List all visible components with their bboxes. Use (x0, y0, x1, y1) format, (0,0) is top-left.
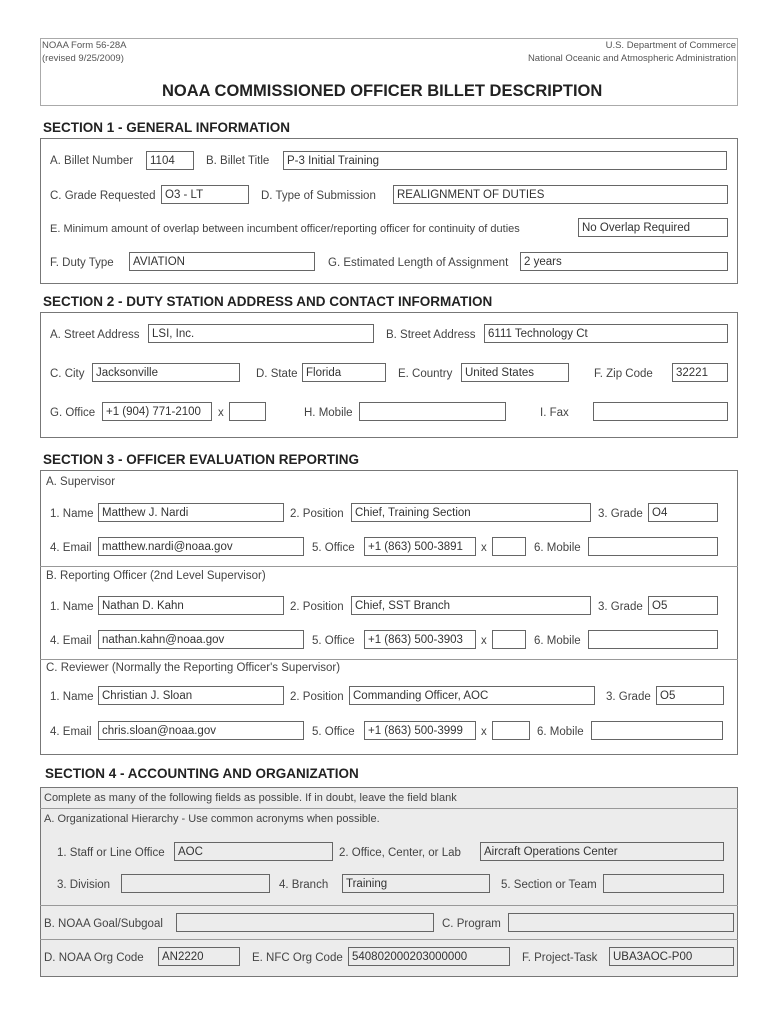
mobile-field[interactable] (359, 402, 506, 421)
rev-email-field[interactable]: chris.sloan@noaa.gov (98, 721, 304, 740)
rev-ext-x: x (481, 726, 487, 738)
agency: National Oceanic and Atmospheric Administration (527, 53, 736, 64)
street-b-field[interactable]: 6111 Technology Ct (484, 324, 728, 343)
section-3-heading: SECTION 3 - OFFICER EVALUATION REPORTING (43, 452, 360, 467)
office-phone-label: G. Office (50, 407, 96, 419)
assignment-length-label: G. Estimated Length of Assignment (328, 257, 509, 269)
section-team-label: 5. Section or Team (501, 879, 597, 891)
sup-office-field[interactable]: +1 (863) 500-3891 (364, 537, 476, 556)
rev-position-label: 2. Position (290, 691, 344, 703)
office-ext-x: x (218, 407, 224, 419)
office-center-field[interactable]: Aircraft Operations Center (480, 842, 724, 861)
rev-name-field[interactable]: Christian J. Sloan (98, 686, 284, 705)
sup-ext-x: x (481, 542, 487, 554)
zip-field[interactable]: 32221 (672, 363, 728, 382)
rev-email-label: 4. Email (50, 726, 92, 738)
program-label: C. Program (442, 918, 501, 930)
goal-label: B. NOAA Goal/Subgoal (44, 918, 163, 930)
sup-email-label: 4. Email (50, 542, 92, 554)
sup-office-label: 5. Office (312, 542, 355, 554)
state-field[interactable]: Florida (302, 363, 386, 382)
billet-number-field[interactable]: 1104 (146, 151, 194, 170)
overlap-field[interactable]: No Overlap Required (578, 218, 728, 237)
section-2-heading: SECTION 2 - DUTY STATION ADDRESS AND CONTACT INFORMATION (43, 294, 493, 309)
ro-email-label: 4. Email (50, 635, 92, 647)
divider (40, 939, 738, 940)
division-field[interactable] (121, 874, 270, 893)
sup-mobile-field[interactable] (588, 537, 718, 556)
street-a-label: A. Street Address (50, 329, 140, 341)
ro-mobile-label: 6. Mobile (534, 635, 581, 647)
ro-name-field[interactable]: Nathan D. Kahn (98, 596, 284, 615)
nfc-code-label: E. NFC Org Code (252, 952, 343, 964)
sup-mobile-label: 6. Mobile (534, 542, 581, 554)
duty-type-field[interactable]: AVIATION (129, 252, 315, 271)
ro-ext-field[interactable] (492, 630, 526, 649)
rev-name-label: 1. Name (50, 691, 94, 703)
staff-office-label: 1. Staff or Line Office (57, 847, 165, 859)
sup-position-field[interactable]: Chief, Training Section (351, 503, 591, 522)
org-code-field[interactable]: AN2220 (158, 947, 240, 966)
rev-mobile-label: 6. Mobile (537, 726, 584, 738)
fax-label: I. Fax (540, 407, 569, 419)
city-field[interactable]: Jacksonville (92, 363, 240, 382)
assignment-length-field[interactable]: 2 years (520, 252, 728, 271)
grade-requested-label: C. Grade Requested (50, 190, 156, 202)
nfc-code-field[interactable]: 540802000203000000 (348, 947, 510, 966)
section-4-note: Complete as many of the following fields as possible. If in doubt, leave the field blank (44, 792, 457, 804)
project-task-label: F. Project-Task (522, 952, 598, 964)
rev-ext-field[interactable] (492, 721, 530, 740)
branch-label: 4. Branch (279, 879, 329, 891)
office-ext-field[interactable] (229, 402, 266, 421)
section-1-heading: SECTION 1 - GENERAL INFORMATION (43, 120, 291, 135)
billet-title-label: B. Billet Title (206, 155, 270, 167)
zip-label: F. Zip Code (594, 368, 653, 380)
sup-name-field[interactable]: Matthew J. Nardi (98, 503, 284, 522)
form-id: NOAA Form 56-28A (42, 40, 127, 51)
org-code-label: D. NOAA Org Code (44, 952, 144, 964)
billet-number-label: A. Billet Number (50, 155, 134, 167)
sup-grade-label: 3. Grade (598, 508, 643, 520)
ro-ext-x: x (481, 635, 487, 647)
submission-type-label: D. Type of Submission (261, 190, 376, 202)
rev-office-label: 5. Office (312, 726, 355, 738)
country-field[interactable]: United States (461, 363, 569, 382)
office-center-label: 2. Office, Center, or Lab (339, 847, 461, 859)
duty-type-label: F. Duty Type (50, 257, 114, 269)
hierarchy-label: A. Organizational Hierarchy - Use common acronyms when possible. (44, 813, 380, 825)
city-label: C. City (50, 368, 85, 380)
section-4-heading: SECTION 4 - ACCOUNTING AND ORGANIZATION (45, 766, 359, 781)
department: U.S. Department of Commerce (605, 40, 736, 51)
page-title: NOAA COMMISSIONED OFFICER BILLET DESCRIPTION (162, 82, 603, 100)
reviewer-label: C. Reviewer (Normally the Reporting Officer's Supervisor) (46, 662, 341, 674)
grade-requested-field[interactable]: O3 - LT (161, 185, 249, 204)
submission-type-field[interactable]: REALIGNMENT OF DUTIES (393, 185, 728, 204)
mobile-label: H. Mobile (304, 407, 353, 419)
office-phone-field[interactable]: +1 (904) 771-2100 (102, 402, 212, 421)
ro-grade-field[interactable]: O5 (648, 596, 718, 615)
country-label: E. Country (398, 368, 453, 380)
ro-grade-label: 3. Grade (598, 601, 643, 613)
fax-field[interactable] (593, 402, 728, 421)
ro-position-label: 2. Position (290, 601, 344, 613)
reporting-officer-label: B. Reporting Officer (2nd Level Supervisor) (46, 570, 266, 582)
state-label: D. State (256, 368, 298, 380)
sup-email-field[interactable]: matthew.nardi@noaa.gov (98, 537, 304, 556)
sup-ext-field[interactable] (492, 537, 526, 556)
ro-name-label: 1. Name (50, 601, 94, 613)
ro-mobile-field[interactable] (588, 630, 718, 649)
overlap-label: E. Minimum amount of overlap between incumbent officer/reporting officer for continuity of duties (50, 223, 520, 235)
street-b-label: B. Street Address (386, 329, 476, 341)
divider (40, 905, 738, 906)
sup-name-label: 1. Name (50, 508, 94, 520)
divider (40, 566, 738, 567)
sup-position-label: 2. Position (290, 508, 344, 520)
supervisor-label: A. Supervisor (46, 476, 116, 488)
branch-field[interactable]: Training (342, 874, 490, 893)
division-label: 3. Division (57, 879, 111, 891)
rev-mobile-field[interactable] (591, 721, 723, 740)
rev-position-field[interactable]: Commanding Officer, AOC (349, 686, 595, 705)
staff-office-field[interactable]: AOC (174, 842, 333, 861)
rev-grade-label: 3. Grade (606, 691, 651, 703)
ro-position-field[interactable]: Chief, SST Branch (351, 596, 591, 615)
rev-grade-field[interactable]: O5 (656, 686, 724, 705)
divider (40, 659, 738, 660)
billet-title-field[interactable]: P-3 Initial Training (283, 151, 727, 170)
sup-grade-field[interactable]: O4 (648, 503, 718, 522)
project-task-field[interactable]: UBA3AOC-P00 (609, 947, 734, 966)
ro-email-field[interactable]: nathan.kahn@noaa.gov (98, 630, 304, 649)
divider (40, 808, 738, 809)
ro-office-label: 5. Office (312, 635, 355, 647)
form-revised: (revised 9/25/2009) (42, 53, 124, 64)
goal-field[interactable] (176, 913, 434, 932)
street-a-field[interactable]: LSI, Inc. (148, 324, 374, 343)
program-field[interactable] (508, 913, 734, 932)
ro-office-field[interactable]: +1 (863) 500-3903 (364, 630, 476, 649)
section-team-field[interactable] (603, 874, 724, 893)
rev-office-field[interactable]: +1 (863) 500-3999 (364, 721, 476, 740)
